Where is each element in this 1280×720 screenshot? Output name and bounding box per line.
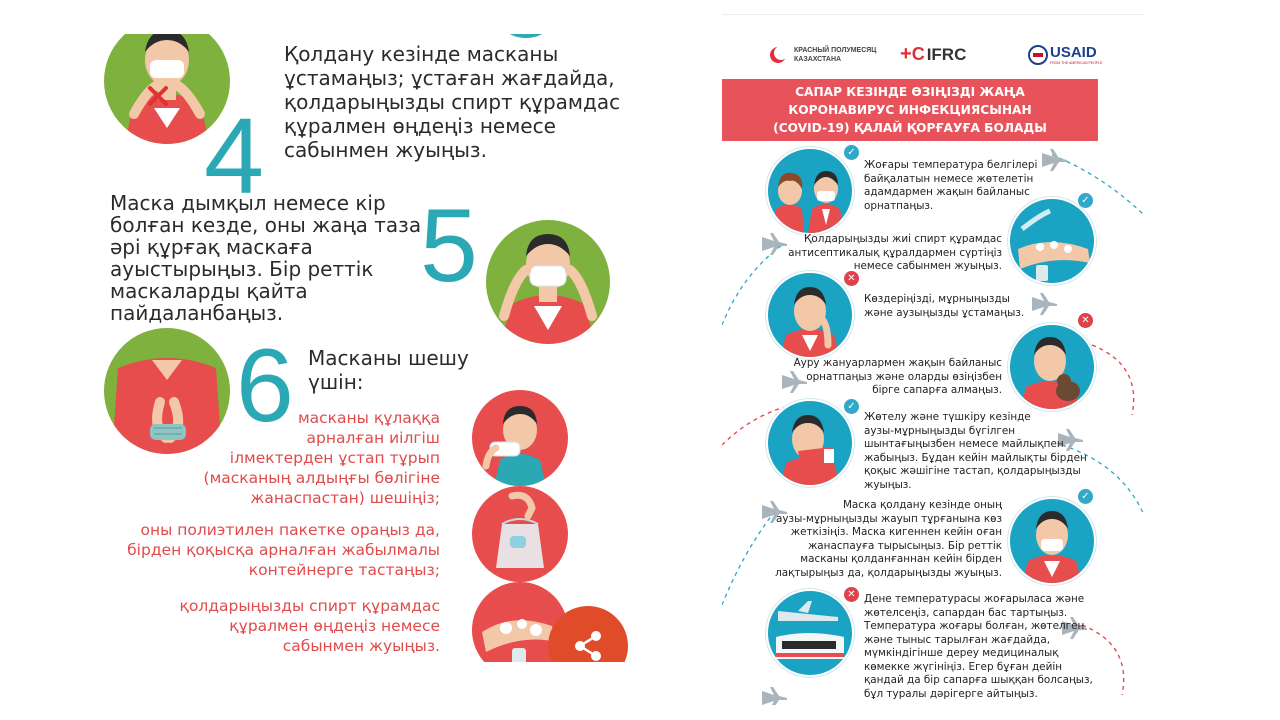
- item2-text: [762, 233, 1002, 274]
- sub3-line: сабынмен жуыңыз.: [282, 637, 440, 655]
- item6-illustration: [1008, 497, 1096, 585]
- item7-line: Дене температурасы жоғарыласа және: [864, 593, 1085, 605]
- item1-line: орнатпаңыз.: [864, 199, 934, 212]
- step6-sub2-text: [100, 520, 440, 580]
- step5-line: әрі құрғақ маскаға: [110, 235, 313, 259]
- item2-line: антисептикалық құралдармен сүртіңіз: [788, 246, 1002, 259]
- item5-line: жуыңыз.: [864, 478, 912, 491]
- item7-cross-icon: ✕: [844, 587, 859, 602]
- cross-icon: +: [900, 43, 912, 65]
- step4-line: құралмен өңдеңіз немесе: [284, 114, 556, 138]
- item5-line: жабыңыз. Бұдан кейін майлықты бірден: [864, 451, 1087, 464]
- share-button[interactable]: [548, 606, 628, 662]
- sub2-line: оны полиэтилен пакетке ораңыз да,: [140, 521, 440, 539]
- step6-title: [308, 346, 469, 394]
- item6-check-icon: ✓: [1078, 489, 1093, 504]
- item2-check-icon: ✓: [1078, 193, 1093, 208]
- step4-line: ұстамаңыз; ұстаған жағдайда,: [284, 66, 615, 90]
- bag-illustration: [472, 486, 568, 582]
- item1-illustration: [766, 147, 854, 235]
- item4-line: орнатпаңыз және оларды өзіңізбен: [806, 370, 1002, 383]
- item5-text: [864, 411, 1094, 492]
- sub1-line: жанаспастан) шешіңіз;: [250, 489, 440, 507]
- sub1-line: (масканың алдыңғы бөлігіне: [203, 469, 440, 487]
- item2-illustration: [1008, 197, 1096, 285]
- step6-title-line: Масканы шешу: [308, 346, 469, 370]
- item3-line: Көздеріңізді, мұрныңызды: [864, 293, 1010, 305]
- sub1-line: масканы құлаққа: [297, 409, 440, 427]
- banner-line: КОРОНАВИРУС ИНФЕКЦИЯСЫНАН: [788, 103, 1032, 117]
- item1-line: адамдармен жақын байланыс: [864, 186, 1030, 198]
- ifrc-text: IFRC: [926, 45, 967, 64]
- remove-mask-illustration: [472, 390, 568, 486]
- step5-line: пайдаланбаңыз.: [110, 301, 284, 325]
- item5-line: шынтағыңызбен немесе майлықпен: [864, 438, 1064, 450]
- step6-sub1-text: [160, 408, 440, 508]
- item3-illustration: [766, 271, 854, 359]
- item6-text: [762, 499, 1002, 580]
- item3-text: [864, 293, 1044, 320]
- step6-sub3-text: [140, 596, 440, 656]
- item5-line: аузы-мұрныңызды бүгілген: [864, 424, 1016, 437]
- usaid-tagline: FROM THE AMERICAN PEOPLE: [1050, 61, 1103, 65]
- sub2-line: бірден қоқысқа арналған жабылмалы: [127, 541, 440, 559]
- sub1-line: ілмектерден ұстап тұрып: [229, 449, 440, 467]
- item1-line: байқалатын немесе жөтелетін: [864, 172, 1034, 185]
- item7-line: бұл туралы дәрігерге айтыңыз.: [864, 687, 1038, 700]
- item5-illustration: [766, 399, 854, 487]
- item1-line: Жоғары температура белгілері: [864, 159, 1038, 171]
- step5-illustration: [486, 220, 610, 344]
- step4-line: қолдарыңызды спирт құрамдас: [284, 90, 621, 114]
- sub1-line: арналған иілгіш: [306, 429, 440, 447]
- item6-line: жеткізіңіз. Маска кигеннен кейін оған: [790, 526, 1002, 538]
- item4-illustration: [1008, 323, 1096, 411]
- item4-line: бірге сапарға алмаңыз.: [872, 384, 1002, 396]
- item7-line: және тыныс тарылған жағдайда,: [864, 633, 1050, 646]
- mask-guide-left-panel: [100, 34, 640, 662]
- step5-text: [110, 192, 421, 324]
- step5-line: ауыстырыңыз. Бір реттік: [110, 257, 374, 281]
- redcrescent-line: КРАСНЫЙ ПОЛУМЕСЯЦ: [794, 47, 877, 54]
- item6-line: аузы-мұрныңызды жауып тұрғанына көз: [776, 512, 1002, 525]
- item6-line: жанаспауға тырысыңыз. Бір реттік: [807, 539, 1002, 552]
- item7-line: көмекке жүгініңіз. Егер бұған дейін: [864, 660, 1063, 673]
- item7-text: [864, 593, 1104, 701]
- crescent-mark-icon: C: [911, 44, 925, 64]
- decor-arc: [496, 34, 556, 38]
- step5-line: болған кезде, оны жаңа таза: [110, 213, 422, 237]
- step4-text: [284, 42, 620, 162]
- item6-line: Маска қолдану кезінде оның: [842, 499, 1002, 511]
- item4-cross-icon: ✕: [1078, 313, 1093, 328]
- item7-line: Температура жоғары болған, жөтелген: [864, 620, 1085, 632]
- item3-cross-icon: ✕: [844, 271, 859, 286]
- step4-number: 4: [204, 95, 265, 216]
- item5-check-icon: ✓: [844, 399, 859, 414]
- banner-line: САПАР КЕЗІНДЕ ӨЗІҢІЗДІ ЖАҢА: [795, 85, 1025, 99]
- step6-number: 6: [236, 328, 294, 444]
- item3-line: және аузыңызды ұстамаңыз.: [864, 306, 1025, 319]
- step4-line: сабынмен жуыңыз.: [284, 138, 487, 162]
- sub3-line: құралмен өңдеңіз немесе: [229, 617, 440, 635]
- item7-line: жөтелсеңіз, сапардан бас тартыңыз.: [864, 606, 1068, 619]
- item1-text: [864, 159, 1044, 213]
- item7-illustration: [766, 589, 854, 677]
- sub2-line: контейнерге тастаңыз;: [248, 561, 440, 579]
- travel-guide-right-panel: [722, 14, 1144, 705]
- step6-title-line: үшін:: [308, 370, 364, 394]
- usaid-text: USAID: [1050, 44, 1097, 61]
- sub3-line: қолдарыңызды спирт құрамдас: [179, 597, 440, 615]
- item2-line: немесе сабынмен жуыңыз.: [853, 260, 1002, 272]
- item7-line: мүмкіндігінше дереу медициналық: [864, 647, 1059, 659]
- item4-text: [762, 357, 1002, 398]
- item6-line: лақтырыңыз да, қолдарыңызды жуыңыз.: [775, 566, 1002, 579]
- banner-line: (COVID-19) ҚАЛАЙ ҚОРҒАУҒА БОЛАДЫ: [773, 121, 1047, 135]
- item1-check-icon: ✓: [844, 145, 859, 160]
- item5-line: Жөтелу және түшкіру кезінде: [864, 411, 1031, 423]
- share-icon: [548, 606, 628, 662]
- redcrescent-line: КАЗАХСТАНА: [794, 56, 842, 63]
- item2-line: Қолдарыңызды жиі спирт құрамдас: [803, 233, 1002, 245]
- item7-line: қандай да бір сапарға шыққан болсаңыз,: [864, 674, 1093, 686]
- step5-line: маскаларды қайта: [110, 279, 308, 303]
- step4-line: Қолдану кезінде масканы: [284, 42, 559, 66]
- step5-line: Маска дымқыл немесе кір: [110, 191, 386, 215]
- item4-line: Ауру жануарлармен жақын байланыс: [793, 357, 1002, 369]
- item6-line: масканы қолданғаннан кейін бірден: [800, 553, 1002, 565]
- step5-number: 5: [420, 188, 478, 304]
- item5-line: қоқыс жәшігіне тастап, қолдарыңызды: [864, 465, 1081, 477]
